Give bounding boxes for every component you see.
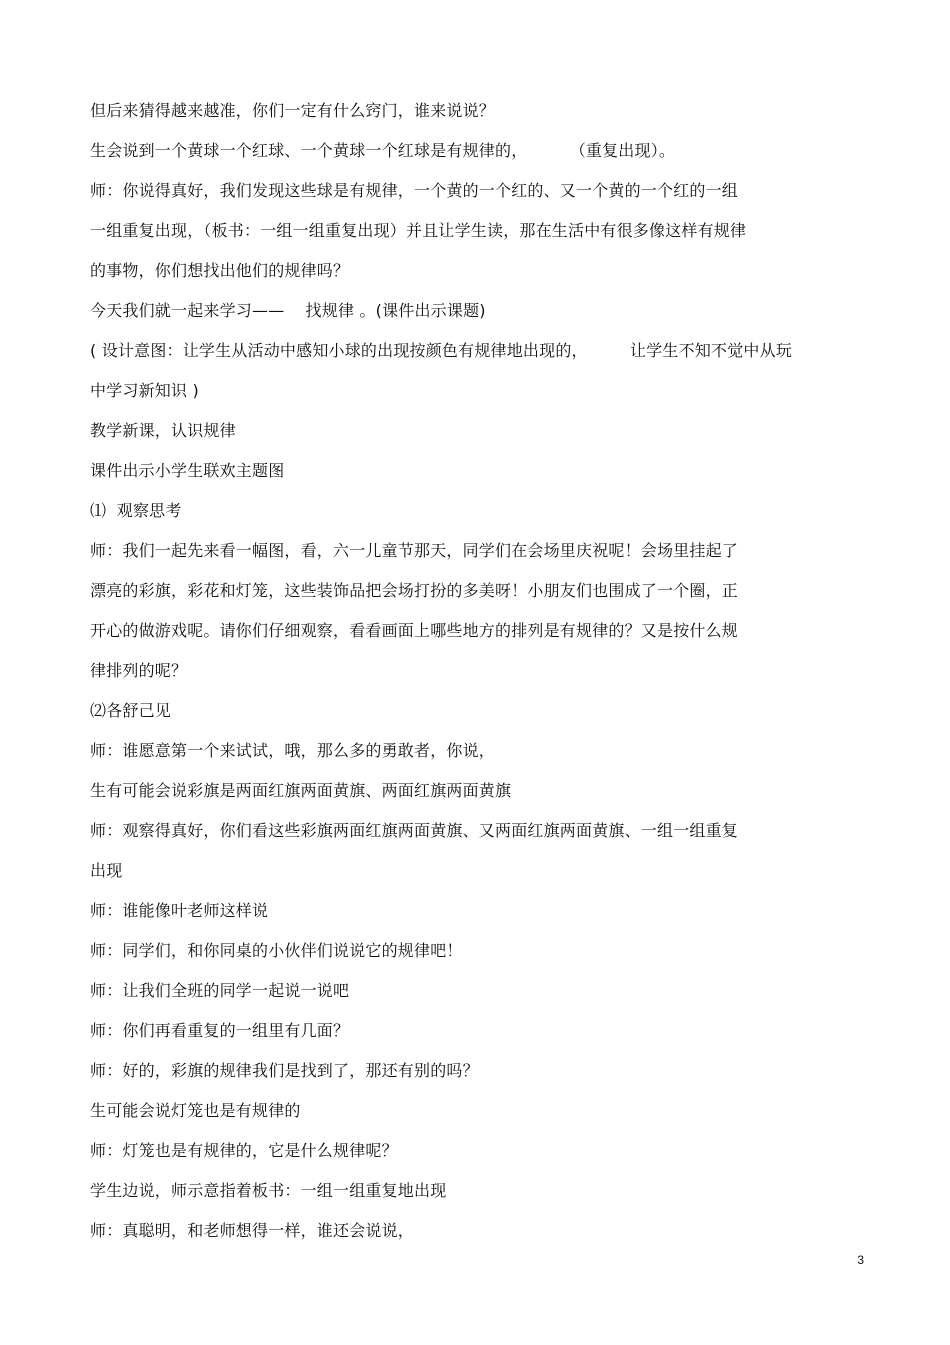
text-line: 律排列的呢？ [90, 661, 188, 680]
text-line: 师：灯笼也是有规律的，它是什么规律呢？ [90, 1141, 398, 1160]
subsection-heading: ⑵各舒己见 [90, 701, 172, 720]
text-line: 师：好的，彩旗的规律我们是找到了，那还有别的吗？ [90, 1061, 479, 1080]
text-line: 师：观察得真好，你们看这些彩旗两面红旗两面黄旗、又两面红旗两面黄旗、一组一组重复 [90, 821, 739, 840]
text-line: 师：谁愿意第一个来试试，哦，那么多的勇敢者，你说， [90, 741, 496, 760]
text-line: 生有可能会说彩旗是两面红旗两面黄旗、两面红旗两面黄旗 [90, 781, 512, 800]
text-line: 生会说到一个黄球一个红球、一个黄球一个红球是有规律的， （重复出现）。 [90, 141, 676, 160]
text-line: 一组重复出现，（板书：一组一组重复出现）并且让学生读，那在生活中有很多像这样有规律 [90, 221, 747, 240]
subsection-heading: ⑴ 观察思考 [90, 501, 182, 520]
section-heading: 教学新课，认识规律 [90, 421, 236, 440]
text-line: ( 设计意图：让学生从活动中感知小球的出现按颜色有规律地出现的， 让学生不知不觉中从玩 [90, 341, 793, 360]
text-line: 课件出示小学生联欢主题图 [90, 461, 285, 480]
text-line: 中学习新知识 ) [90, 381, 199, 400]
text-line: 师：同学们，和你同桌的小伙伴们说说它的规律吧！ [90, 941, 463, 960]
text-line: 开心的做游戏呢。请你们仔细观察，看看画面上哪些地方的排列是有规律的？又是按什么规 [90, 621, 739, 640]
text-line: 出现 [90, 861, 123, 880]
text-line: 师：我们一起先来看一幅图，看，六一儿童节那天，同学们在会场里庆祝呢！会场里挂起了 [90, 541, 739, 560]
text-line: 但后来猜得越来越准，你们一定有什么窍门，谁来说说？ [90, 101, 496, 120]
text-line: 师：真聪明，和老师想得一样，谁还会说说， [90, 1221, 415, 1240]
text-line: 的事物，你们想找出他们的规律吗？ [90, 261, 350, 280]
page-number: 3 [857, 1253, 864, 1267]
text-line: 学生边说，师示意指着板书：一组一组重复地出现 [90, 1181, 447, 1200]
text-line: 漂亮的彩旗，彩花和灯笼，这些装饰品把会场打扮的多美呀！小朋友们也围成了一个圈，正 [90, 581, 739, 600]
text-line: 师：让我们全班的同学一起说一说吧 [90, 981, 350, 1000]
text-line: 生可能会说灯笼也是有规律的 [90, 1101, 301, 1120]
text-line: 师：你们再看重复的一组里有几面？ [90, 1021, 350, 1040]
text-line: 师：你说得真好，我们发现这些球是有规律，一个黄的一个红的、又一个黄的一个红的一组 [90, 181, 739, 200]
text-line: 今天我们就一起来学习—— 找规律 。(课件出示课题) [90, 301, 486, 320]
text-line: 师：谁能像叶老师这样说 [90, 901, 269, 920]
